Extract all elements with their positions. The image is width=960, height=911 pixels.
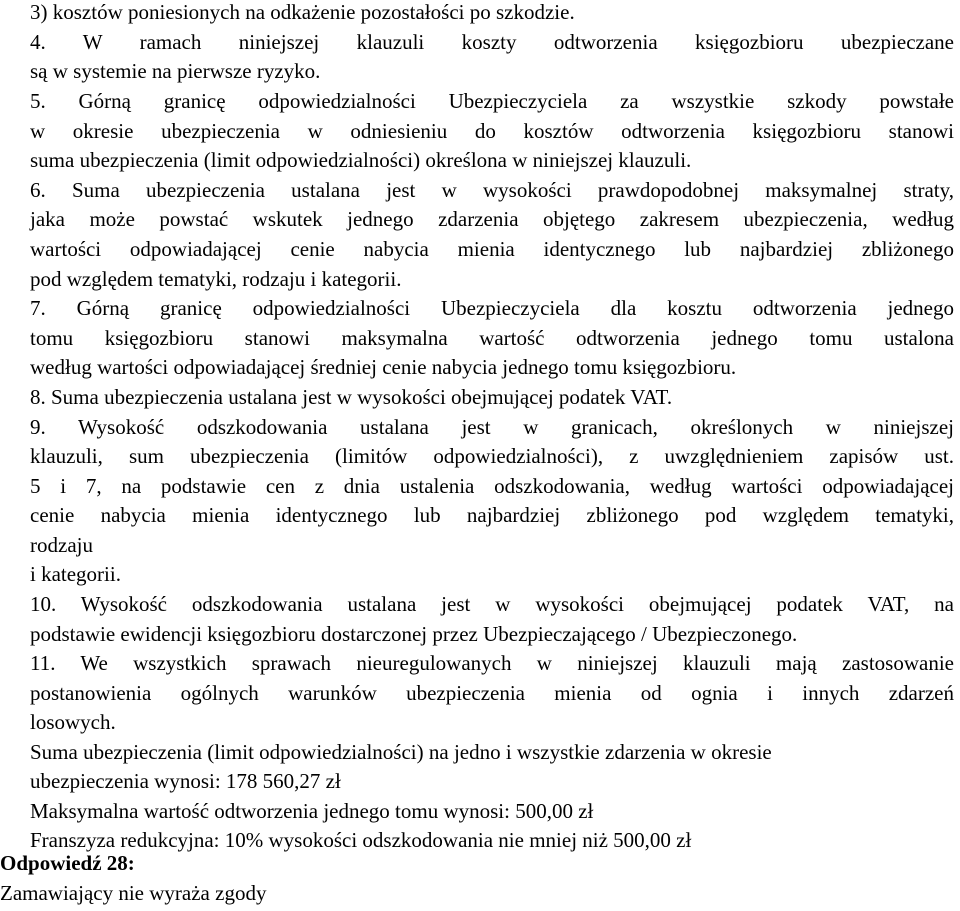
text-line: 11. We wszystkich sprawach nieuregulowanych w niniejszej klauzuli mają zastosowanie	[30, 651, 954, 675]
text-line: rodzaju	[30, 533, 93, 557]
text-line: w okresie ubezpieczenia w odniesieniu do kosztów odtworzenia księgozbioru stanowi	[30, 119, 954, 143]
text-line: 5. Górną granicę odpowiedzialności Ubezpieczyciela za wszystkie szkody powstałe	[30, 89, 954, 113]
text-line: ubezpieczenia wynosi: 178 560,27 zł	[30, 769, 341, 793]
text-line: Suma ubezpieczenia (limit odpowiedzialności) na jedno i wszystkie zdarzenia w okresie	[30, 740, 772, 764]
text-line: pod względem tematyki, rodzaju i kategorii.	[30, 267, 402, 291]
text-line: 3) kosztów poniesionych na odkażenie pozostałości po szkodzie.	[30, 0, 575, 24]
text-line: suma ubezpieczenia (limit odpowiedzialności) określona w niniejszej klauzuli.	[30, 148, 692, 172]
text-line: 9. Wysokość odszkodowania ustalana jest w granicach, określonych w niniejszej	[30, 415, 954, 439]
text-line: losowych.	[30, 710, 116, 734]
text-line: postanowienia ogólnych warunków ubezpieczenia mienia od ognia i innych zdarzeń	[30, 681, 954, 705]
text-line: 7. Górną granicę odpowiedzialności Ubezpieczyciela dla kosztu odtworzenia jednego	[30, 296, 954, 320]
text-line: jaka może powstać wskutek jednego zdarzenia objętego zakresem ubezpieczenia, według	[30, 207, 954, 231]
answer-text: Zamawiający nie wyraża zgody	[0, 881, 267, 905]
text-line: Maksymalna wartość odtworzenia jednego tomu wynosi: 500,00 zł	[30, 799, 594, 823]
text-line: są w systemie na pierwsze ryzyko.	[30, 59, 321, 83]
text-line: wartości odpowiadającej cenie nabycia mienia identycznego lub najbardziej zbliżonego	[30, 237, 954, 261]
text-line: i kategorii.	[30, 562, 121, 586]
text-line: tomu księgozbioru stanowi maksymalna wartość odtworzenia jednego tomu ustalona	[30, 326, 954, 350]
text-line: 4. W ramach niniejszej klauzuli koszty odtworzenia księgozbioru ubezpieczane	[30, 30, 954, 54]
text-line: podstawie ewidencji księgozbioru dostarczonej przez Ubezpieczającego / Ubezpieczonego.	[30, 622, 798, 646]
text-line: według wartości odpowiadającej średniej cenie nabycia jednego tomu księgozbioru.	[30, 355, 737, 379]
text-line: 8. Suma ubezpieczenia ustalana jest w wysokości obejmującej podatek VAT.	[30, 385, 673, 409]
text-line: Franszyza redukcyjna: 10% wysokości odszkodowania nie mniej niż 500,00 zł	[30, 828, 692, 852]
text-line: cenie nabycia mienia identycznego lub najbardziej zbliżonego pod względem tematyki,	[30, 503, 954, 527]
text-line: klauzuli, sum ubezpieczenia (limitów odpowiedzialności), z uwzględnieniem zapisów ust.	[30, 444, 954, 468]
answer-heading: Odpowiedź 28:	[0, 851, 135, 875]
text-line: 6. Suma ubezpieczenia ustalana jest w wysokości prawdopodobnej maksymalnej straty,	[30, 178, 954, 202]
text-line: 5 i 7, na podstawie cen z dnia ustalenia odszkodowania, według wartości odpowiadającej	[30, 474, 954, 498]
text-line: 10. Wysokość odszkodowania ustalana jest w wysokości obejmującej podatek VAT, na	[30, 592, 954, 616]
